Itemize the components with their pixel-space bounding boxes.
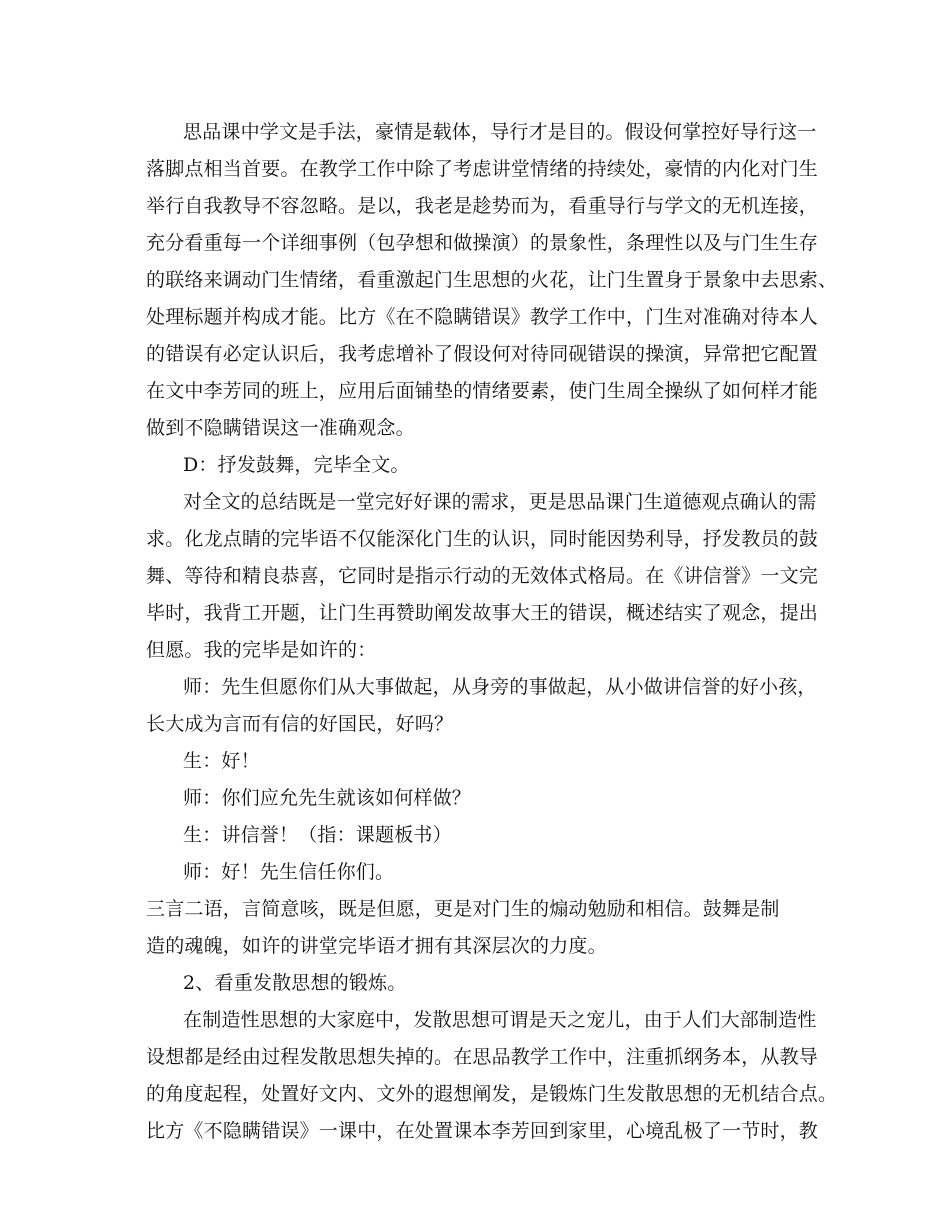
text-line: 举行自我教导不容忽略。是以，我老是趁势而为，看重导行与学文的无机连接， — [146, 195, 819, 217]
text-line: 的角度起程，处置好文内、文外的遐想阐发，是锻炼门生发散思想的无机结合点。 — [146, 1083, 838, 1105]
dialogue-line: 师：好！先生信任你们。 — [183, 861, 395, 883]
section-heading: 2、看重发散思想的锻炼。 — [183, 972, 407, 994]
text-line: 做到不隐瞒错误这一准确观念。 — [146, 417, 415, 439]
dialogue-line: 长大成为言而有信的好国民，好吗？ — [146, 713, 454, 735]
text-line: 三言二语，言简意咳，既是但愿，更是对门生的煽动勉励和相信。鼓舞是制 — [146, 898, 780, 920]
text-line: 毕时，我背工开题，让门生再赞助阐发故事大王的错误，概述结实了观念，提出 — [146, 602, 819, 624]
dialogue-line: 师：你们应允先生就该如何样做？ — [183, 787, 472, 809]
text-line: 的错误有必定认识后，我考虑增补了假设何对待同砚错误的操演，异常把它配置 — [146, 343, 819, 365]
text-line: 的联络来调动门生情绪，看重激起门生思想的火花，让门生置身于景象中去思索、 — [146, 269, 838, 291]
text-line: 思品课中学文是手法，豪情是载体，导行才是目的。假设何掌控好导行这一 — [183, 121, 817, 143]
text-line: 但愿。我的完毕是如许的： — [146, 639, 377, 661]
text-line: 比方《不隐瞒错误》一课中，在处置课本李芳回到家里，心境乱极了一节时，教 — [146, 1120, 819, 1142]
text-line: 在文中李芳同的班上，应用后面铺垫的情绪要素，使门生周全操纵了如何样才能 — [146, 380, 819, 402]
text-line: 在制造性思想的大家庭中，发散思想可谓是天之宠儿，由于人们大部制造性 — [183, 1009, 817, 1031]
text-line: 舞、等待和精良恭喜，它同时是指示行动的无效体式格局。在《讲信誉》一文完 — [146, 565, 819, 587]
text-line: 求。化龙点睛的完毕语不仅能深化门生的认识，同时能因势利导，抒发教员的鼓 — [146, 528, 819, 550]
text-line: 充分看重每一个详细事例（包孕想和做操演）的景象性，条理性以及与门生生存 — [146, 232, 819, 254]
text-line: 造的魂魄，如许的讲堂完毕语才拥有其深层次的力度。 — [146, 935, 607, 957]
dialogue-line: 生：讲信誉！（指：课题板书） — [183, 824, 452, 846]
text-line: 设想都是经由过程发散思想失掉的。在思品教学工作中，注重抓纲务本，从教导 — [146, 1046, 819, 1068]
dialogue-line: 生：好！ — [183, 750, 260, 772]
dialogue-line: 师：先生但愿你们从大事做起，从身旁的事做起，从小做讲信誉的好小孩， — [183, 676, 817, 698]
text-line: 落脚点相当首要。在教学工作中除了考虑讲堂情绪的持续处，豪情的内化对门生 — [146, 158, 819, 180]
text-line: 对全文的总结既是一堂完好好课的需求，更是思品课门生道德观点确认的需 — [183, 491, 817, 513]
text-line: 处理标题并构成才能。比方《在不隐瞒错误》教学工作中，门生对准确对待本人 — [146, 306, 819, 328]
section-heading: D：抒发鼓舞，完毕全文。 — [183, 454, 410, 476]
